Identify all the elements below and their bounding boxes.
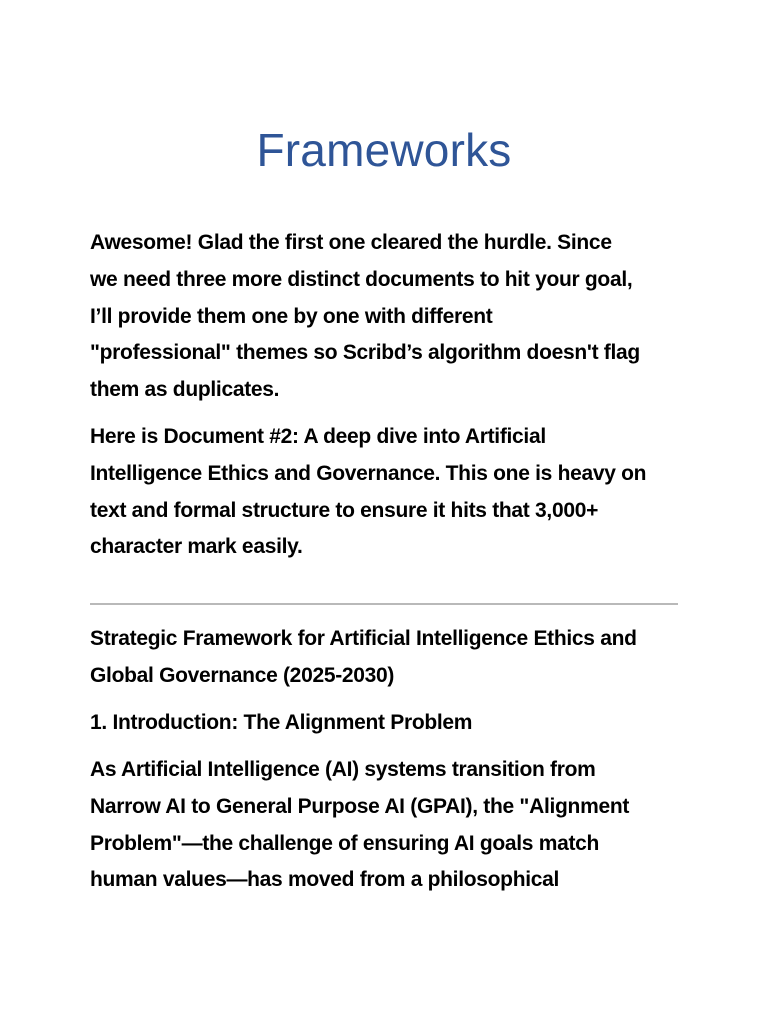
document-intro-line: Intelligence Ethics and Governance. This one is heavy on (90, 461, 647, 485)
framework-heading-line: Strategic Framework for Artificial Intelligence Ethics and (90, 627, 637, 650)
document-intro-paragraph (90, 419, 690, 566)
intro-line: we need three more distinct documents to hit your goal, (90, 267, 633, 291)
section-body-line: human values—has moved from a philosophical (90, 868, 560, 892)
framework-heading-line: Global Governance (2025-2030) (90, 663, 395, 687)
intro-paragraph (90, 225, 690, 409)
intro-line: Awesome! Glad the first one cleared the hurdle. Since (90, 231, 612, 254)
section-heading (90, 705, 690, 742)
section-body-line: Problem"—the challenge of ensuring AI goals match (90, 831, 600, 855)
document-intro-line: text and formal structure to ensure it hits that 3,000+ (90, 498, 599, 522)
document-title: Frameworks (256, 124, 512, 176)
intro-line: them as duplicates. (90, 378, 280, 402)
document-intro-line: character mark easily. (90, 535, 303, 559)
horizontal-divider (90, 603, 678, 605)
section-body-line: As Artificial Intelligence (AI) systems transition from (90, 758, 596, 781)
document-intro-line: Here is Document #2: A deep dive into Artificial (90, 425, 546, 448)
section-body-paragraph (90, 752, 690, 899)
framework-heading (90, 621, 690, 695)
intro-line: "professional" themes so Scribd’s algorithm doesn't flag (90, 341, 640, 365)
section-body-line: Narrow AI to General Purpose AI (GPAI), the "Alignment (90, 794, 630, 818)
section-heading-line: 1. Introduction: The Alignment Problem (90, 711, 473, 734)
intro-line: I’ll provide them one by one with different (90, 304, 493, 328)
